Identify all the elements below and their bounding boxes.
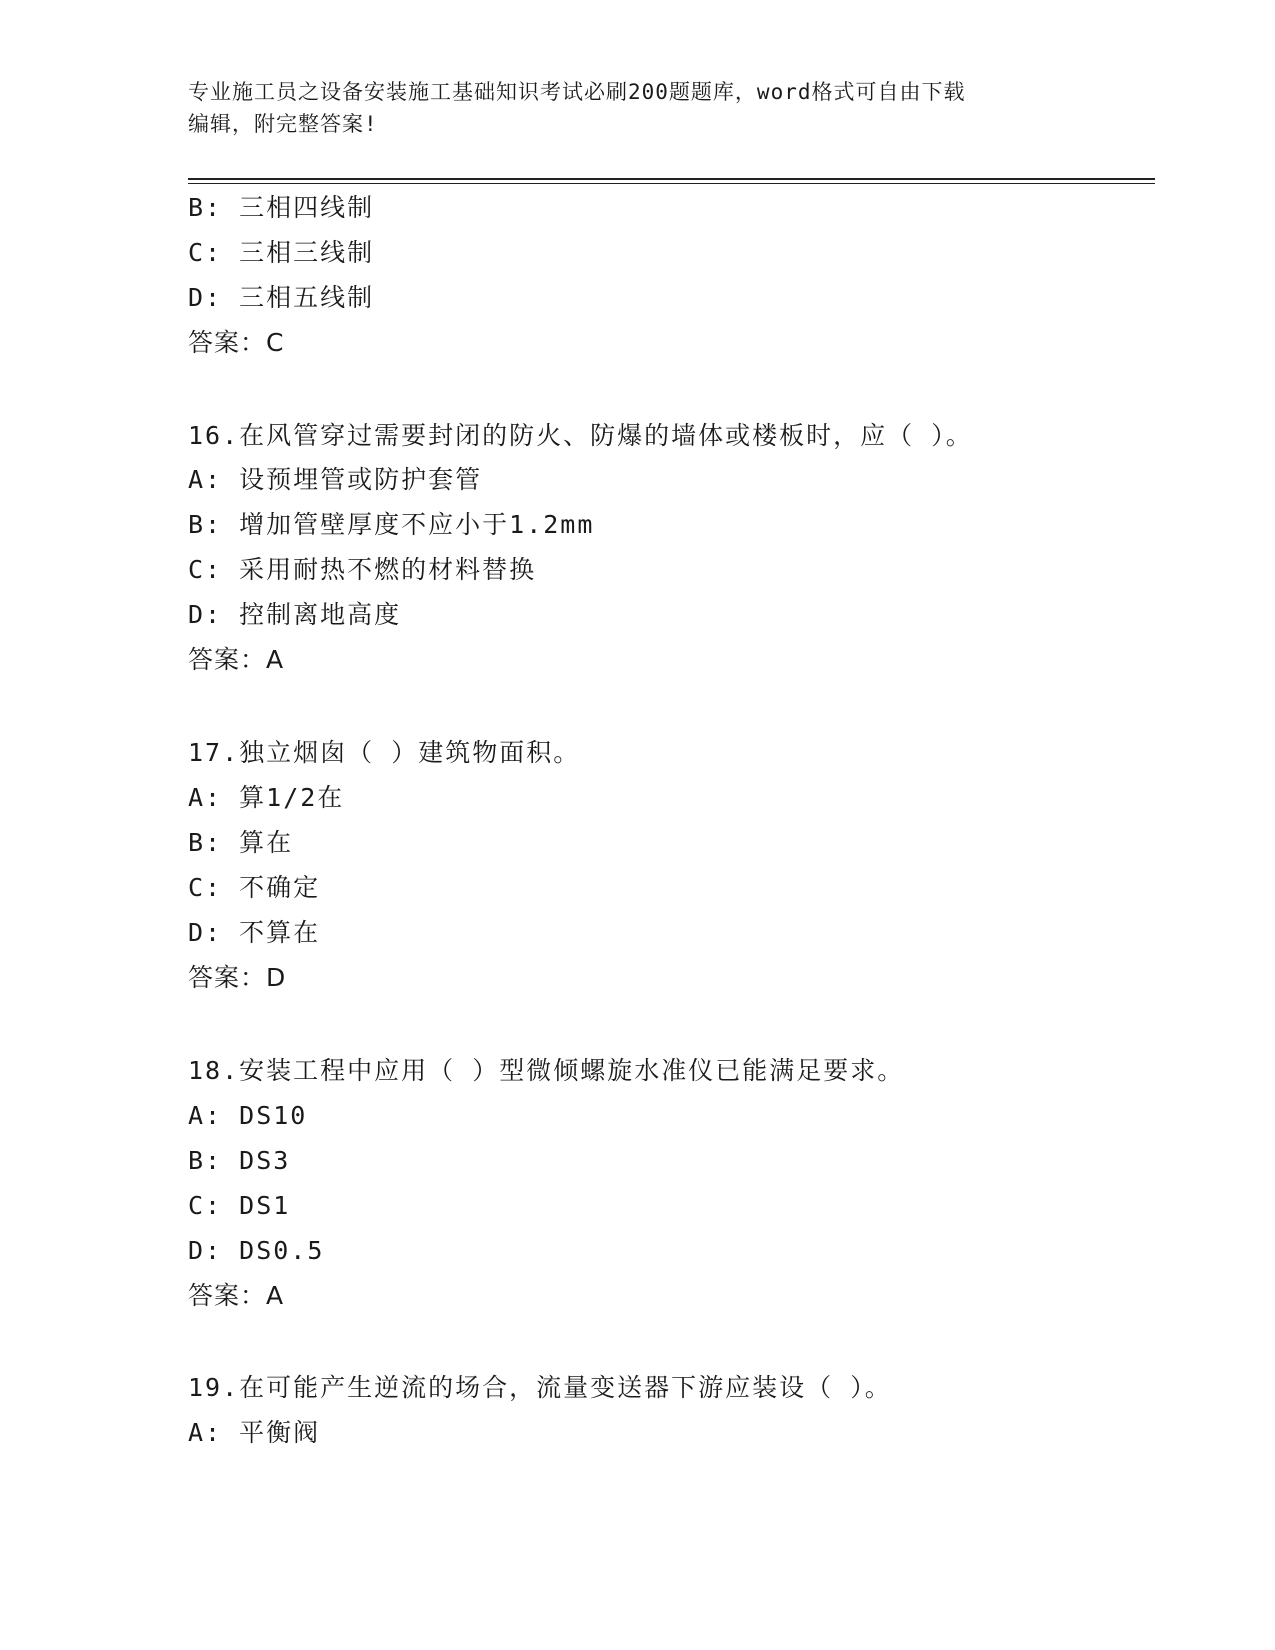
q16-option-d: D: 控制离地高度 [188,600,402,629]
q15-answer: 答案：C [188,328,285,357]
q17-option-a: A: 算1/2在 [188,783,345,812]
q17-stem: 17.独立烟囱（ ）建筑物面积。 [188,738,581,767]
q18-answer: 答案：A [188,1281,285,1310]
q17-option-c: C: 不确定 [188,873,321,902]
q17-option-b: B: 算在 [188,828,294,857]
q16-stem: 16.在风管穿过需要封闭的防火、防爆的墙体或楼板时，应（ ）。 [188,421,973,450]
q19-stem: 19.在可能产生逆流的场合，流量变送器下游应装设（ ）。 [188,1373,892,1402]
q17-answer: 答案：D [188,963,287,992]
header-divider-thick [188,178,1155,180]
q16-answer: 答案：A [188,645,285,674]
q18-option-b: B: DS3 [188,1146,291,1175]
q19-option-a: A: 平衡阀 [188,1418,321,1447]
q18-stem: 18.安装工程中应用（ ）型微倾螺旋水准仪已能满足要求。 [188,1056,905,1085]
q17-option-d: D: 不算在 [188,918,321,947]
header-divider-thin [188,183,1155,184]
header-line-1: 专业施工员之设备安装施工基础知识考试必刷200题题库，word格式可自由下载 [188,80,966,104]
q16-option-c: C: 采用耐热不燃的材料替换 [188,555,537,584]
q18-option-c: C: DS1 [188,1191,291,1220]
q18-option-d: D: DS0.5 [188,1236,325,1265]
q15-option-c: C: 三相三线制 [188,238,375,267]
q18-option-a: A: DS10 [188,1101,308,1130]
q16-option-b: B: 增加管壁厚度不应小于1.2mm [188,510,595,539]
q15-option-d: D: 三相五线制 [188,283,375,312]
q15-option-b: B: 三相四线制 [188,193,375,222]
q16-option-a: A: 设预埋管或防护套管 [188,465,483,494]
document-header [188,76,1068,140]
header-line-2: 编辑，附完整答案! [188,112,378,136]
